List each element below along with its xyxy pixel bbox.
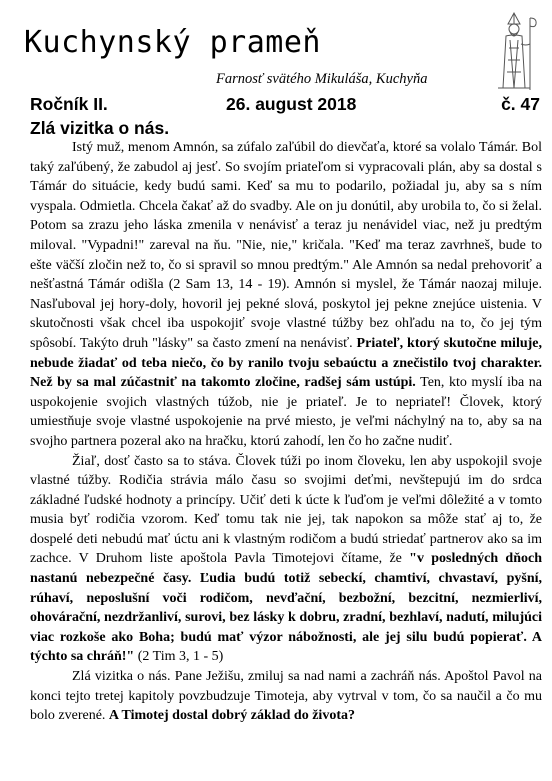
article-paragraph bbox=[30, 138, 542, 452]
masthead-subtitle: Farnosť svätého Mikuláša, Kuchyňa bbox=[216, 71, 428, 87]
saint-nicholas-icon bbox=[490, 10, 538, 94]
bold-text-run: Priateľ, ktorý skutočne miluje, nebude žiadať od teba niečo, čo by ranilo tvoju sebaúctu a znečistilo tvoj charakter. Než by sa mal zúčastniť na takomto zločine, radšej sám ustúpi. bbox=[30, 335, 542, 391]
article-title: Zlá vizitka o nás. bbox=[30, 118, 170, 138]
citation-run: (2 Tim 3, 1 - 5) bbox=[134, 649, 224, 665]
issue-number: č. 47 bbox=[501, 94, 540, 114]
article-body bbox=[30, 138, 542, 726]
text-run: Zlá vizitka o nás. Pane Ježišu, zmiluj sa nad nami a zachráň nás. Apoštol Pavol na konci tejto tretej kapitoly povzbudzuje Timoteja, aby vytrval v tom, čo sa naučil a čo mu bolo zverené. bbox=[30, 669, 542, 724]
text-run: Istý muž, menom Amnón, sa zúfalo zaľúbil do dievčaťa, ktoré sa volalo Támár. Bol taký zaľúbený, že zabudol aj jesť. So svojím priateľom si vypracovali plán, aby sa dostal s Támár do situácie, kedy budú sami. Keď sa mu to podarilo, požiadal ju, aby sa s ním vyspala. Odmietla. Chcela čakať až do svadby. Ale on ju donútil, aby urobila to, čo si želal. Potom sa zrazu jeho láska zmenila v nenávisť a teraz ju nenávidel viac, než ju predtým miloval. "Vypadni!" zareval na ňu. "Nie, nie," kričala. "Keď ma teraz zavrhneš, bude to ešte väčší zločin než to, čo si spravil so mnou predtým." Ale Amnón sa nedal prehovoriť a nešťastná Támár odišla (2 Sam 13, 14 - 19). Amnón si myslel, že Támár naozaj miluje. Nasľuboval jej hory-doly, hovoril jej pekné slová, poskytol jej pekne znejúce uistenia. V skutočnosti však chcel iba uspokojiť svoje vlastné túžby bez ohľadu na to, čo jej tým spôsobí. Takýto druh "lásky" sa často zmení na nenávisť. bbox=[30, 140, 542, 351]
article-paragraph bbox=[30, 667, 542, 726]
bold-question-run: A Timotej dostal dobrý základ do života? bbox=[108, 708, 355, 724]
issue-volume: Ročník II. bbox=[30, 94, 108, 114]
masthead-title: Kuchynský prameň bbox=[24, 25, 321, 60]
issue-date: 26. august 2018 bbox=[226, 94, 357, 114]
issue-header bbox=[30, 94, 540, 116]
text-run: Ten, kto myslí iba na uspokojenie svojich vlastných túžob, nie je priateľ. Je to nepriateľ! Človek, ktorý umiestňuje svoje vlastné uspokojenie na prvé miesto, je veľmi náchylný na to, aby sa na svojho partnera pozeral ako na hračku, ktorú zahodí, len čo ho začne nudiť. bbox=[30, 375, 542, 449]
article-paragraph bbox=[30, 452, 542, 668]
text-run: Žiaľ, dosť často sa to stáva. Človek túži po inom človeku, len aby uspokojil svoje vlastné túžby. Rodičia strávia málo času so svojimi deťmi, nevštepujú im do srdca základné ľudské hodnoty a princípy. Učiť deti k úcte k ľuďom je veľmi dôležité a v tomto musia byť rodičia vzorom. Keď tomu tak nie jej, tak napokon sa môže stať aj to, že dospelé deti nebudú mať úctu ani k vlastným rodičom a budú striedať partnerov ako sa im zachce. V Druhom liste apoštola Pavla Timotejovi čítame, že bbox=[30, 453, 542, 567]
bold-quote-run: "v posledných dňoch nastanú nebezpečné časy. Ľudia budú totiž sebeckí, chamtiví, chvastaví, pyšní, rúhaví, neposlušní voči rodičom, nevďační, bezbožní, bezcitní, nezmierliví, ohovárační, nezdržanliví, surovi, bez lásky k dobru, zradní, bezhlaví, nadutí, milujúci viac rozkoše ako Boha; budú mať výzor nábožnosti, ale jej silu budú popierať. A týchto sa chráň!" bbox=[30, 551, 542, 665]
